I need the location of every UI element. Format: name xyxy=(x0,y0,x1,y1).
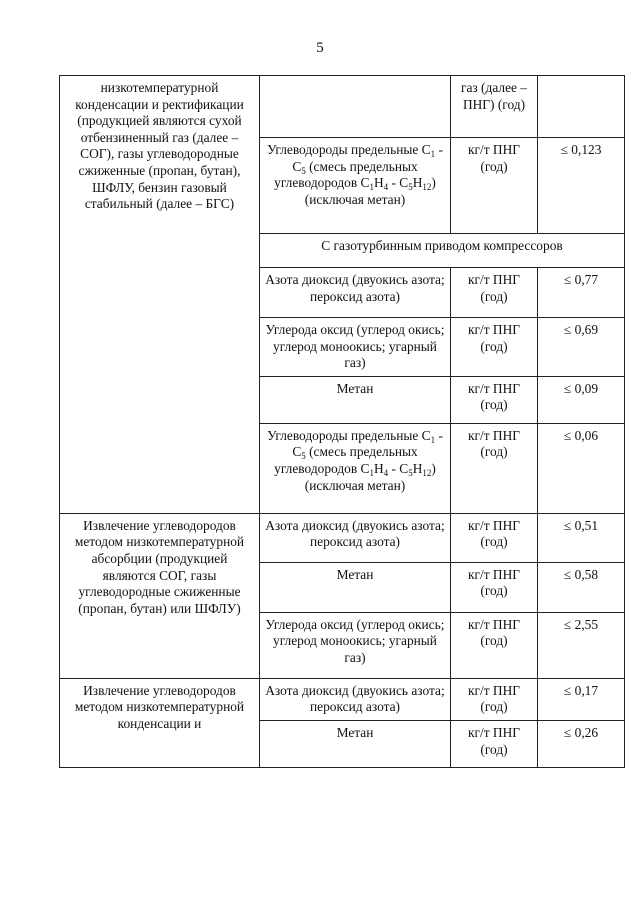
table-row xyxy=(60,76,625,138)
unit-cell-text: кг/т ПНГ (год) xyxy=(468,380,520,413)
pollutant-text-part: ) (исключая метан) xyxy=(304,175,436,207)
limit-cell-text: ≤ 0,77 xyxy=(563,272,599,287)
page-number: 5 xyxy=(316,40,324,56)
subscript: 4 xyxy=(383,182,389,193)
process-cell xyxy=(60,76,260,514)
pollutant-cell-text: Азота диоксид (двуокись азота; пероксид азота) xyxy=(265,682,445,715)
pollutant-cell xyxy=(260,138,451,234)
process-cell-text: Извлечение углеводородов методом низкотемпературной абсорбции (продукцией являются СОГ, газы углеводородные сжиженные (пропан, бутан) или ШФЛУ) xyxy=(74,517,245,616)
pollutant-cell-text: Углерода оксид (углерод окись; углерод моноокись; угарный газ) xyxy=(265,616,445,665)
unit-cell xyxy=(451,720,538,767)
unit-cell-text: кг/т ПНГ (год) xyxy=(468,566,520,599)
pollutant-cell-text: Метан xyxy=(336,380,374,396)
subscript: 5 xyxy=(408,182,413,193)
limit-cell xyxy=(538,268,625,318)
limit-cell xyxy=(538,612,625,678)
pollutant-cell xyxy=(260,678,451,720)
unit-cell xyxy=(451,562,538,612)
subscript: 4 xyxy=(383,467,389,478)
pollutant-text-part: H xyxy=(412,460,423,476)
section-heading-text: С газотурбинным приводом компрессоров xyxy=(321,238,563,253)
pollutant-cell-text: Метан xyxy=(336,566,374,582)
pollutant-cell xyxy=(260,612,451,678)
section-heading xyxy=(260,234,625,268)
limit-cell xyxy=(538,318,625,377)
table-body xyxy=(60,76,625,768)
pollutant-cell xyxy=(260,268,451,318)
unit-cell-text: кг/т ПНГ (год) xyxy=(468,682,520,715)
unit-cell xyxy=(451,138,538,234)
unit-cell xyxy=(451,268,538,318)
pollutant-cell xyxy=(260,513,451,562)
unit-cell-text: кг/т ПНГ (год) xyxy=(468,724,520,757)
unit-cell xyxy=(451,513,538,562)
pollutant-text-part: ) (исключая метан) xyxy=(304,460,436,493)
pollutant-text-part: Углеводороды предельные C xyxy=(267,142,431,157)
pollutant-cell-text: Азота диоксид (двуокись азота; пероксид азота) xyxy=(265,272,445,304)
pollutant-text-part: (смесь предельных углеводородов C xyxy=(274,158,418,191)
limit-cell-text: ≤ 0,26 xyxy=(563,724,599,740)
limit-cell-text: ≤ 0,17 xyxy=(563,682,599,698)
limit-cell xyxy=(538,76,625,138)
limit-cell-text: ≤ 0,09 xyxy=(563,380,599,396)
unit-cell xyxy=(451,318,538,377)
limit-cell-text: ≤ 0,58 xyxy=(563,566,599,582)
subscript: 5 xyxy=(301,165,306,176)
unit-cell xyxy=(451,612,538,678)
pollutant-text-part: (смесь предельных углеводородов C xyxy=(274,444,418,476)
subscript: 1 xyxy=(369,182,374,193)
pollutant-text-part: - C xyxy=(292,427,443,460)
limit-cell xyxy=(538,562,625,612)
process-cell xyxy=(60,678,260,767)
process-cell xyxy=(60,513,260,678)
pollutant-text-part: Углеводороды предельные C xyxy=(267,427,431,443)
pollutant-text-part: - C xyxy=(292,142,443,174)
subscript: 1 xyxy=(369,467,374,478)
subscript: 1 xyxy=(430,149,436,159)
pollutant-cell-text: Углерода оксид (углерод окись; углерод моноокись; угарный газ) xyxy=(265,322,445,371)
limit-cell-text: ≤ 0,51 xyxy=(563,517,599,533)
limit-cell-text: ≤ 0,69 xyxy=(563,322,599,337)
table-row xyxy=(60,513,625,562)
pollutant-text-part: - C xyxy=(388,460,409,476)
unit-cell xyxy=(451,376,538,423)
unit-cell-text: газ (далее – ПНГ) (год) xyxy=(460,80,528,112)
unit-cell-text: кг/т ПНГ (год) xyxy=(468,142,520,174)
unit-cell-text: кг/т ПНГ (год) xyxy=(468,616,520,649)
process-cell-text: Извлечение углеводородов методом низкотемпературной конденсации и xyxy=(74,682,245,731)
pollutant-cell xyxy=(260,376,451,423)
limit-cell-text: ≤ 2,55 xyxy=(563,616,599,632)
limit-cell xyxy=(538,423,625,513)
limit-cell xyxy=(538,376,625,423)
unit-cell-text: кг/т ПНГ (год) xyxy=(468,517,520,550)
unit-cell-text: кг/т ПНГ (год) xyxy=(468,272,520,304)
subscript: 12 xyxy=(422,182,432,193)
pollutant-cell xyxy=(260,318,451,377)
limit-cell xyxy=(538,513,625,562)
pollutant-text-part: - C xyxy=(388,175,409,191)
subscript: 5 xyxy=(408,467,413,478)
unit-cell xyxy=(451,423,538,513)
subscript: 12 xyxy=(422,467,432,478)
table-row xyxy=(60,678,625,720)
pollutant-cell xyxy=(260,720,451,767)
unit-cell-text: кг/т ПНГ (год) xyxy=(468,322,520,354)
limit-cell-text: ≤ 0,06 xyxy=(563,427,599,443)
limit-cell-text: ≤ 0,123 xyxy=(560,142,602,157)
pollutant-text-part: H xyxy=(373,460,384,476)
emissions-table xyxy=(59,75,625,768)
pollutant-cell-text: Азота диоксид (двуокись азота; пероксид азота) xyxy=(265,517,445,550)
limit-cell xyxy=(538,138,625,234)
unit-cell xyxy=(451,76,538,138)
pollutant-cell xyxy=(260,562,451,612)
limit-cell xyxy=(538,678,625,720)
pollutant-cell xyxy=(260,423,451,513)
pollutant-text-part: H xyxy=(373,175,384,191)
subscript: 5 xyxy=(301,451,306,462)
subscript: 1 xyxy=(430,434,436,445)
pollutant-cell xyxy=(260,76,451,138)
pollutant-cell-text: Метан xyxy=(336,724,374,740)
unit-cell-text: кг/т ПНГ (год) xyxy=(468,427,520,460)
unit-cell xyxy=(451,678,538,720)
pollutant-text-part: H xyxy=(412,175,423,191)
process-cell-text: низкотемпературной конденсации и ректификации (продукцией являются сухой отбензиненный газ (далее – СОГ), газы углеводородные сжиженные (пропан, бутан), ШФЛУ, бензин газовый стабильный (далее – БГС) xyxy=(75,80,244,212)
limit-cell xyxy=(538,720,625,767)
